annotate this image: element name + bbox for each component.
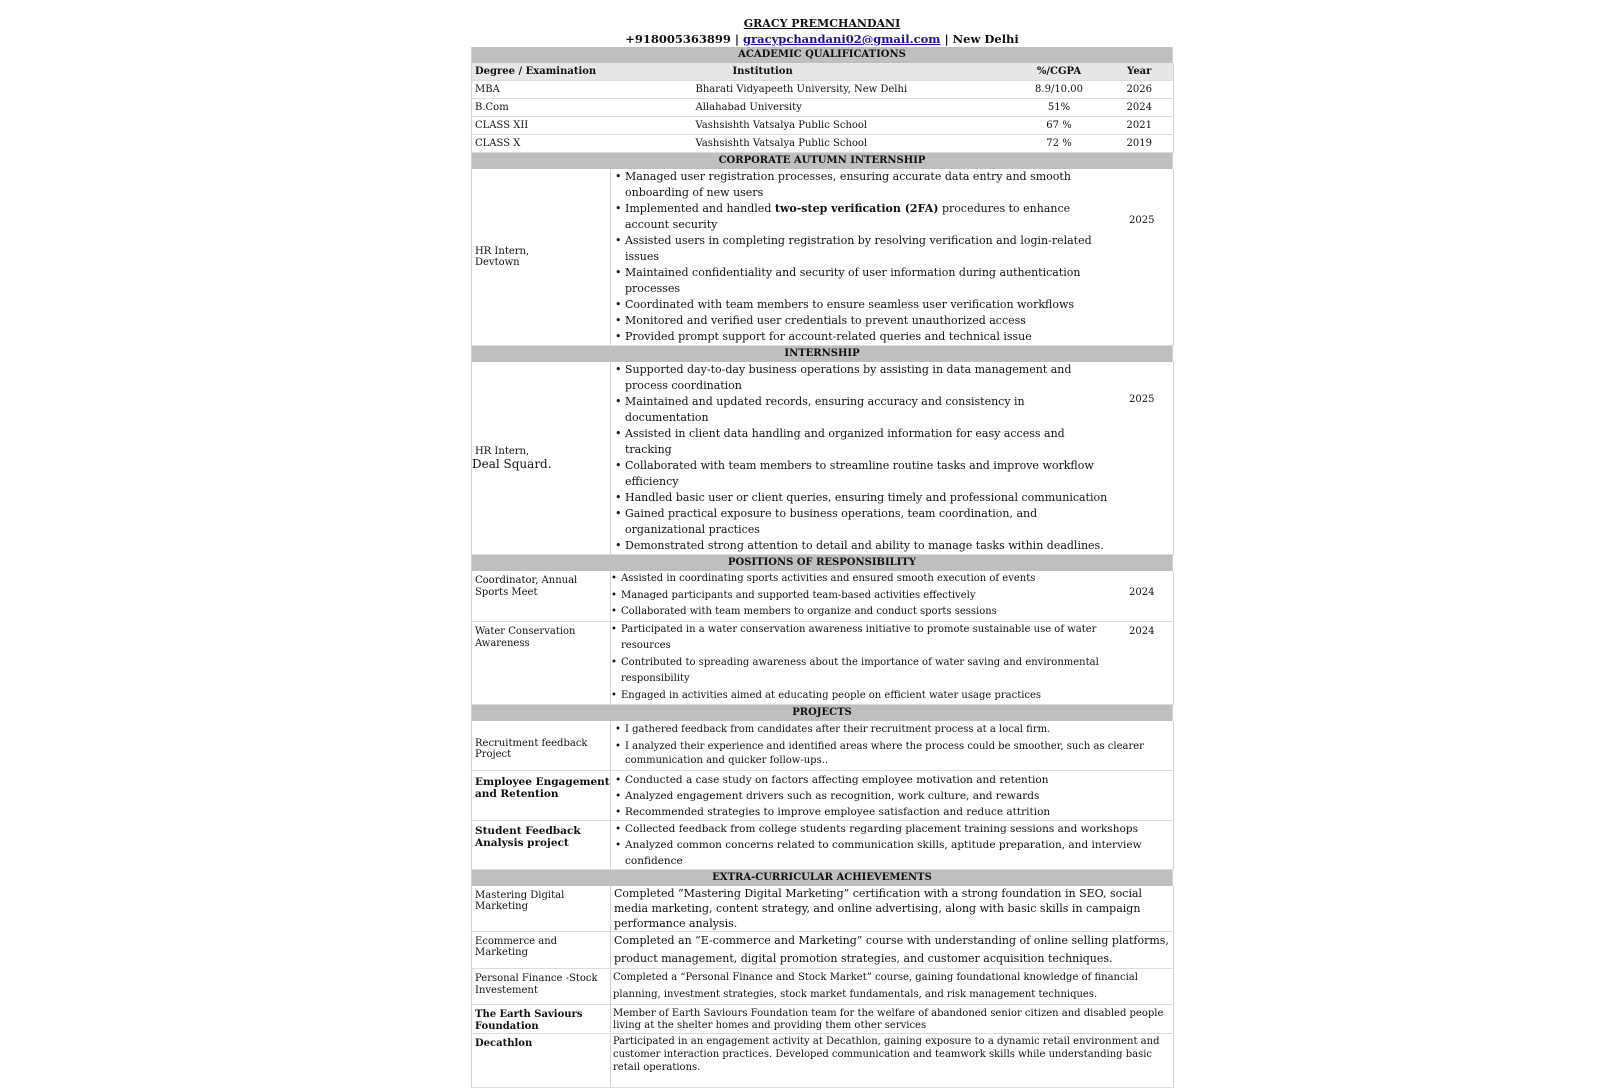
col-score: %/CGPA	[1013, 63, 1103, 81]
position-role: Coordinator, Annual Sports Meet	[472, 571, 611, 621]
list-item: • Assisted users in completing registration by resolving verification and login-related issues	[625, 233, 1111, 265]
degree: CLASS X	[472, 135, 693, 153]
table-row	[472, 1004, 1174, 1033]
list-item: • I gathered feedback from candidates after their recruitment process at a local firm.	[625, 722, 1173, 738]
table-row	[472, 820, 1174, 869]
degree: MBA	[472, 81, 693, 99]
score: 67 %	[1013, 117, 1103, 135]
section-header-corporate: CORPORATE AUTUMN INTERNSHIP	[471, 153, 1173, 169]
list-item: • Participated in a water conservation awareness initiative to promote sustainable use of water resources	[621, 622, 1111, 655]
position-role: Water Conservation Awareness	[472, 621, 611, 705]
internship-bullets	[611, 362, 1111, 555]
resume-header	[471, 16, 1173, 47]
section-header-academic: ACADEMIC QUALIFICATIONS	[471, 47, 1173, 63]
position-year: 2024	[1111, 571, 1174, 621]
role-title: HR Intern,	[475, 246, 530, 257]
project-name: Student Feedback Analysis project	[472, 820, 611, 869]
academic-table	[471, 63, 1174, 153]
activity-description: Participated in an engagement activity at Decathlon, gaining exposure to a dynamic retail environment and customer interaction practices. Developed communication and teamwork skills while understanding basic retail operations.	[611, 1033, 1174, 1087]
institution: Allahabad University	[693, 99, 1013, 117]
activity-description: Completed an “E-commerce and Marketing” course with understanding of online selling platforms, product management, digital promotion strategies, and customer acquisition techniques.	[611, 931, 1174, 968]
internship-table	[471, 362, 1174, 555]
corporate-role	[472, 169, 611, 346]
project-name: Recruitment feedback Project	[472, 721, 611, 770]
col-institution: Institution	[693, 63, 1013, 81]
corporate-bullets	[611, 169, 1111, 346]
corporate-year: 2025	[1111, 169, 1174, 346]
score: 8.9/10.00	[1013, 81, 1103, 99]
section-header-internship: INTERNSHIP	[471, 346, 1173, 362]
list-item: • Collected feedback from college students regarding placement training sessions and workshops	[625, 821, 1173, 837]
activity-name: Decathlon	[472, 1033, 611, 1087]
institution: Vashsishth Vatsalya Public School	[693, 117, 1013, 135]
projects-table	[471, 721, 1174, 870]
contact-line	[471, 31, 1173, 47]
project-bullets	[611, 820, 1174, 869]
list-item: • Maintained confidentiality and security of user information during authentication processes	[625, 265, 1111, 297]
table-row	[472, 621, 1174, 705]
project-bullets	[611, 721, 1174, 770]
table-row	[472, 99, 1174, 117]
internship-year: 2025	[1111, 362, 1174, 555]
list-item: • Managed participants and supported team-based activities effectively	[621, 588, 1111, 605]
list-item: • Conducted a case study on factors affecting employee motivation and retention	[625, 772, 1173, 788]
section-header-projects: PROJECTS	[471, 705, 1173, 721]
activity-name: Personal Finance -Stock Investement	[472, 968, 611, 1004]
col-year: Year	[1103, 63, 1174, 81]
list-item: • Maintained and updated records, ensuring accuracy and consistency in documentation	[625, 394, 1111, 426]
list-item: • Coordinated with team members to ensure seamless user verification workflows	[625, 297, 1111, 313]
degree: CLASS XII	[472, 117, 693, 135]
table-row	[472, 770, 1174, 820]
list-item: • Provided prompt support for account-related queries and technical issue	[625, 329, 1111, 345]
company-name: Deal Squard.	[472, 456, 552, 471]
list-item: • Analyzed common concerns related to communication skills, aptitude preparation, and interview confidence	[625, 837, 1173, 869]
list-item: • Assisted in client data handling and organized information for easy access and tracking	[625, 426, 1111, 458]
activity-name: Mastering Digital Marketing	[472, 886, 611, 932]
list-item: • Handled basic user or client queries, ensuring timely and professional communication	[625, 490, 1111, 506]
positions-table	[471, 571, 1174, 705]
list-item: • Collaborated with team members to organize and conduct sports sessions	[621, 604, 1111, 621]
year: 2026	[1103, 81, 1174, 99]
list-item: • Gained practical exposure to business operations, team coordination, and organizational practices	[625, 506, 1111, 538]
table-row	[472, 721, 1174, 770]
activity-description: Member of Earth Saviours Foundation team for the welfare of abandoned senior citizen and disabled people living at the shelter homes and providing them other services	[611, 1004, 1174, 1033]
list-item: • Contributed to spreading awareness about the importance of water saving and environmental responsibility	[621, 655, 1111, 688]
degree: B.Com	[472, 99, 693, 117]
year: 2024	[1103, 99, 1174, 117]
list-item: • Supported day-to-day business operations by assisting in data management and process coordination	[625, 362, 1111, 394]
table-row	[472, 117, 1174, 135]
table-row	[472, 81, 1174, 99]
list-item: • Managed user registration processes, ensuring accurate data entry and smooth onboarding of new users	[625, 169, 1111, 201]
list-item: • Analyzed engagement drivers such as recognition, work culture, and rewards	[625, 788, 1173, 804]
list-item: • Assisted in coordinating sports activities and ensured smooth execution of events	[621, 571, 1111, 588]
table-row	[472, 968, 1174, 1004]
candidate-name: GRACY PREMCHANDANI	[743, 17, 901, 30]
activity-description: Completed “Mastering Digital Marketing” certification with a strong foundation in SEO, social media marketing, content strategy, and online advertising, along with basic skills in campaign performance analysis.	[611, 886, 1174, 932]
internship-role	[472, 362, 611, 555]
table-row	[472, 571, 1174, 621]
position-bullets	[611, 621, 1111, 705]
table-row	[472, 931, 1174, 968]
location: | New Delhi	[944, 32, 1019, 46]
institution: Bharati Vidyapeeth University, New Delhi	[693, 81, 1013, 99]
resume-page	[471, 16, 1173, 1088]
email-link[interactable]: gracypchandani02@gmail.com	[743, 32, 941, 46]
col-degree: Degree / Examination	[472, 63, 693, 81]
role-title: HR Intern,	[475, 445, 530, 457]
list-item: • Engaged in activities aimed at educating people on efficient water usage practices	[621, 688, 1111, 705]
project-bullets	[611, 770, 1174, 820]
activity-name: Ecommerce and Marketing	[472, 931, 611, 968]
list-item: • Demonstrated strong attention to detail and ability to manage tasks within deadlines.	[625, 538, 1111, 554]
position-bullets	[611, 571, 1111, 621]
list-item: • I analyzed their experience and identified areas where the process could be smoother, such as clearer communication and quicker follow-ups..	[625, 738, 1173, 768]
position-year: 2024	[1111, 621, 1174, 705]
phone-number: +918005363899 |	[625, 32, 740, 46]
table-row	[472, 1033, 1174, 1087]
list-item: • Monitored and verified user credentials to prevent unauthorized access	[625, 313, 1111, 329]
table-row	[472, 135, 1174, 153]
year: 2019	[1103, 135, 1174, 153]
list-item: • Implemented and handled two-step verification (2FA) procedures to enhance account security	[625, 201, 1111, 233]
list-item: • Collaborated with team members to streamline routine tasks and improve workflow efficiency	[625, 458, 1111, 490]
academic-header-row	[472, 63, 1174, 81]
year: 2021	[1103, 117, 1174, 135]
project-name: Employee Engagement and Retention	[472, 770, 611, 820]
activity-description: Completed a “Personal Finance and Stock Market” course, gaining foundational knowledge of financial planning, investment strategies, stock market fundamentals, and risk management techniques.	[611, 968, 1174, 1004]
institution: Vashsishth Vatsalya Public School	[693, 135, 1013, 153]
table-row	[472, 886, 1174, 932]
activity-name: The Earth Saviours Foundation	[472, 1004, 611, 1033]
extra-table	[471, 886, 1174, 1088]
section-header-extra: EXTRA-CURRICULAR ACHIEVEMENTS	[471, 870, 1173, 886]
corporate-table	[471, 169, 1174, 346]
section-header-positions: POSITIONS OF RESPONSIBILITY	[471, 555, 1173, 571]
score: 51%	[1013, 99, 1103, 117]
company-name: Devtown	[475, 257, 520, 268]
score: 72 %	[1013, 135, 1103, 153]
list-item: • Recommended strategies to improve employee satisfaction and reduce attrition	[625, 804, 1173, 820]
